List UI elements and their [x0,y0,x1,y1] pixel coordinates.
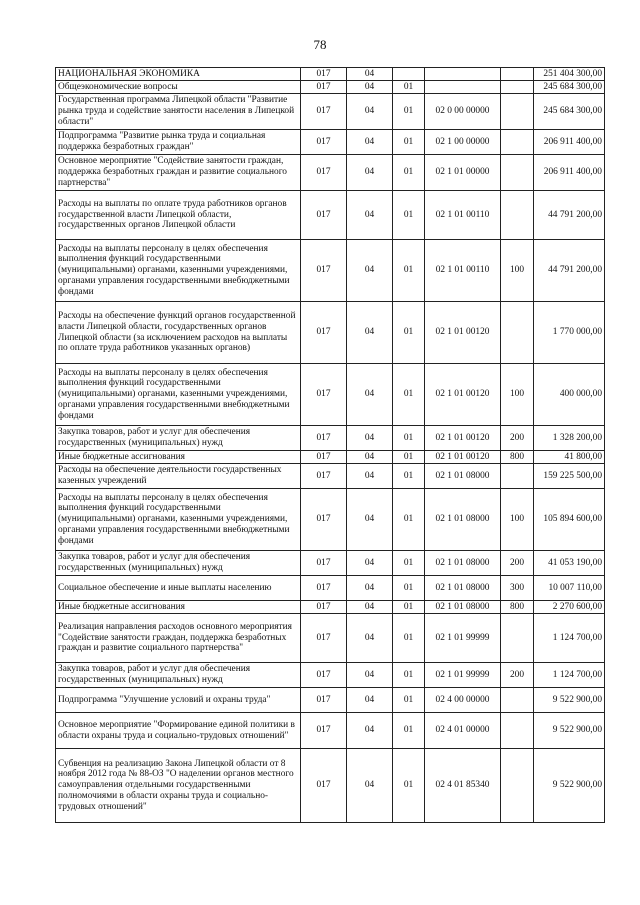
cell-pr: 01 [393,240,425,302]
table-row [56,489,605,551]
table-row [56,713,605,749]
cell-pr: 01 [393,551,425,576]
table-row [56,614,605,663]
cell-csr: 02 1 01 99999 [425,614,501,663]
cell-sum: 2 270 600,00 [534,601,605,614]
cell-name: Закупка товаров, работ и услуг для обеспечения государственных (муниципальных) нужд [56,551,301,576]
cell-rz: 04 [347,426,393,451]
cell-vr: 200 [501,663,534,688]
cell-ved: 017 [301,663,347,688]
cell-pr: 01 [393,601,425,614]
table-row [56,551,605,576]
cell-csr: 02 1 01 08000 [425,464,501,489]
cell-rz: 04 [347,688,393,713]
cell-name: Расходы на выплаты персоналу в целях обеспечения выполнения функций государственными (муниципальными) органами, казенными учреждениями, органами управления государственными внебюджетными фондами [56,240,301,302]
cell-pr: 01 [393,749,425,823]
cell-ved: 017 [301,191,347,240]
cell-rz: 04 [347,302,393,364]
table-row [56,749,605,823]
cell-sum: 41 053 190,00 [534,551,605,576]
cell-rz: 04 [347,489,393,551]
cell-name: Социальное обеспечение и иные выплаты населению [56,576,301,601]
cell-pr: 01 [393,489,425,551]
table-row [56,68,605,81]
cell-name: Подпрограмма "Развитие рынка труда и социальная поддержка безработных граждан" [56,130,301,155]
cell-vr [501,68,534,81]
cell-sum: 1 124 700,00 [534,663,605,688]
cell-csr [425,81,501,94]
cell-sum: 44 791 200,00 [534,191,605,240]
cell-name: Субвенция на реализацию Закона Липецкой области от 8 ноября 2012 года № 88-ОЗ "О наделении органов местного самоуправления отдельными государственными полномочиями в области охраны труда и социально-трудовых отношений" [56,749,301,823]
cell-sum: 245 684 300,00 [534,81,605,94]
cell-sum: 1 770 000,00 [534,302,605,364]
cell-rz: 04 [347,364,393,426]
cell-name: Расходы на обеспечение функций органов государственной власти Липецкой области, государственных органов Липецкой области (за исключением расходов на выплаты по оплате труда работников указанных органов) [56,302,301,364]
cell-csr: 02 1 01 00110 [425,240,501,302]
cell-rz: 04 [347,94,393,130]
cell-ved: 017 [301,713,347,749]
cell-name: Иные бюджетные ассигнования [56,451,301,464]
cell-vr [501,614,534,663]
cell-ved: 017 [301,749,347,823]
cell-ved: 017 [301,155,347,191]
cell-ved: 017 [301,426,347,451]
cell-csr: 02 1 01 00000 [425,155,501,191]
table-row [56,576,605,601]
cell-csr: 02 4 01 85340 [425,749,501,823]
cell-ved: 017 [301,130,347,155]
cell-sum: 1 328 200,00 [534,426,605,451]
cell-pr: 01 [393,688,425,713]
cell-sum: 10 007 110,00 [534,576,605,601]
cell-pr: 01 [393,663,425,688]
cell-vr: 300 [501,576,534,601]
cell-pr: 01 [393,191,425,240]
table-row [56,364,605,426]
cell-name: Расходы на обеспечение деятельности государственных казенных учреждений [56,464,301,489]
cell-csr: 02 1 01 00120 [425,451,501,464]
cell-name: Реализация направления расходов основного мероприятия "Содействие занятости граждан, поддержка безработных граждан и развитие социального партнерства" [56,614,301,663]
cell-rz: 04 [347,155,393,191]
cell-name: Расходы на выплаты персоналу в целях обеспечения выполнения функций государственными (муниципальными) органами, казенными учреждениями, органами управления государственными внебюджетными фондами [56,364,301,426]
cell-csr: 02 1 01 00120 [425,302,501,364]
cell-ved: 017 [301,551,347,576]
cell-csr: 02 1 01 08000 [425,601,501,614]
page-number: 78 [313,37,327,52]
cell-pr: 01 [393,302,425,364]
cell-sum: 44 791 200,00 [534,240,605,302]
cell-pr: 01 [393,576,425,601]
cell-vr [501,130,534,155]
cell-pr: 01 [393,94,425,130]
cell-ved: 017 [301,601,347,614]
cell-csr: 02 1 01 00120 [425,426,501,451]
cell-sum: 41 800,00 [534,451,605,464]
cell-csr: 02 1 01 08000 [425,489,501,551]
cell-sum: 206 911 400,00 [534,130,605,155]
cell-pr: 01 [393,464,425,489]
table-row [56,663,605,688]
cell-sum: 245 684 300,00 [534,94,605,130]
cell-vr: 800 [501,451,534,464]
cell-ved: 017 [301,614,347,663]
table-row [56,130,605,155]
cell-name: НАЦИОНАЛЬНАЯ ЭКОНОМИКА [56,68,301,81]
cell-vr [501,302,534,364]
cell-csr: 02 1 01 08000 [425,551,501,576]
cell-csr: 02 0 00 00000 [425,94,501,130]
cell-pr: 01 [393,155,425,191]
cell-rz: 04 [347,81,393,94]
cell-name: Подпрограмма "Улучшение условий и охраны труда" [56,688,301,713]
cell-ved: 017 [301,688,347,713]
cell-rz: 04 [347,663,393,688]
table-row [56,464,605,489]
cell-rz: 04 [347,576,393,601]
cell-sum: 206 911 400,00 [534,155,605,191]
table-row [56,601,605,614]
cell-ved: 017 [301,464,347,489]
cell-csr: 02 4 00 00000 [425,688,501,713]
table-row [56,94,605,130]
cell-ved: 017 [301,240,347,302]
cell-rz: 04 [347,191,393,240]
cell-sum: 400 000,00 [534,364,605,426]
cell-csr: 02 4 01 00000 [425,713,501,749]
cell-name: Расходы на выплаты по оплате труда работников органов государственной власти Липецкой области, государственных органов Липецкой области [56,191,301,240]
cell-vr [501,155,534,191]
cell-pr: 01 [393,451,425,464]
cell-pr: 01 [393,81,425,94]
cell-pr: 01 [393,130,425,155]
cell-ved: 017 [301,302,347,364]
cell-name: Общеэкономические вопросы [56,81,301,94]
cell-vr [501,713,534,749]
cell-vr: 800 [501,601,534,614]
cell-name: Государственная программа Липецкой области "Развитие рынка труда и содействие занятости населения в Липецкой области" [56,94,301,130]
cell-vr [501,191,534,240]
cell-name: Расходы на выплаты персоналу в целях обеспечения выполнения функций государственными (муниципальными) органами, казенными учреждениями, органами управления государственными внебюджетными фондами [56,489,301,551]
cell-csr: 02 1 01 08000 [425,576,501,601]
cell-vr [501,688,534,713]
cell-vr: 100 [501,364,534,426]
cell-sum: 9 522 900,00 [534,688,605,713]
table-row [56,451,605,464]
cell-ved: 017 [301,364,347,426]
cell-vr: 100 [501,489,534,551]
cell-rz: 04 [347,614,393,663]
cell-rz: 04 [347,713,393,749]
cell-name: Закупка товаров, работ и услуг для обеспечения государственных (муниципальных) нужд [56,426,301,451]
cell-sum: 9 522 900,00 [534,713,605,749]
cell-ved: 017 [301,489,347,551]
cell-rz: 04 [347,551,393,576]
cell-name: Закупка товаров, работ и услуг для обеспечения государственных (муниципальных) нужд [56,663,301,688]
cell-ved: 017 [301,68,347,81]
cell-sum: 9 522 900,00 [534,749,605,823]
cell-rz: 04 [347,68,393,81]
cell-sum: 159 225 500,00 [534,464,605,489]
cell-rz: 04 [347,601,393,614]
cell-pr: 01 [393,614,425,663]
cell-csr [425,68,501,81]
cell-ved: 017 [301,451,347,464]
table-row [56,302,605,364]
table-row [56,81,605,94]
cell-sum: 1 124 700,00 [534,614,605,663]
cell-vr: 100 [501,240,534,302]
cell-vr: 200 [501,426,534,451]
table-row [56,155,605,191]
cell-rz: 04 [347,130,393,155]
cell-csr: 02 1 01 00120 [425,364,501,426]
table-body [56,68,605,823]
table-row [56,191,605,240]
cell-ved: 017 [301,81,347,94]
cell-csr: 02 1 01 00110 [425,191,501,240]
cell-csr: 02 1 00 00000 [425,130,501,155]
cell-pr: 01 [393,364,425,426]
cell-vr: 200 [501,551,534,576]
cell-name: Основное мероприятие "Содействие занятости граждан, поддержка безработных граждан и развитие социального партнерства" [56,155,301,191]
cell-rz: 04 [347,749,393,823]
cell-pr [393,68,425,81]
cell-vr [501,749,534,823]
cell-ved: 017 [301,94,347,130]
cell-vr [501,464,534,489]
table-row [56,426,605,451]
budget-table [55,67,605,823]
cell-sum: 105 894 600,00 [534,489,605,551]
cell-vr [501,81,534,94]
table-row [56,240,605,302]
cell-pr: 01 [393,426,425,451]
cell-csr: 02 1 01 99999 [425,663,501,688]
cell-sum: 251 404 300,00 [534,68,605,81]
cell-pr: 01 [393,713,425,749]
cell-rz: 04 [347,464,393,489]
table-row [56,688,605,713]
cell-vr [501,94,534,130]
cell-name: Иные бюджетные ассигнования [56,601,301,614]
cell-rz: 04 [347,451,393,464]
cell-name: Основное мероприятие "Формирование единой политики в области охраны труда и социально-трудовых отношений" [56,713,301,749]
cell-rz: 04 [347,240,393,302]
cell-ved: 017 [301,576,347,601]
